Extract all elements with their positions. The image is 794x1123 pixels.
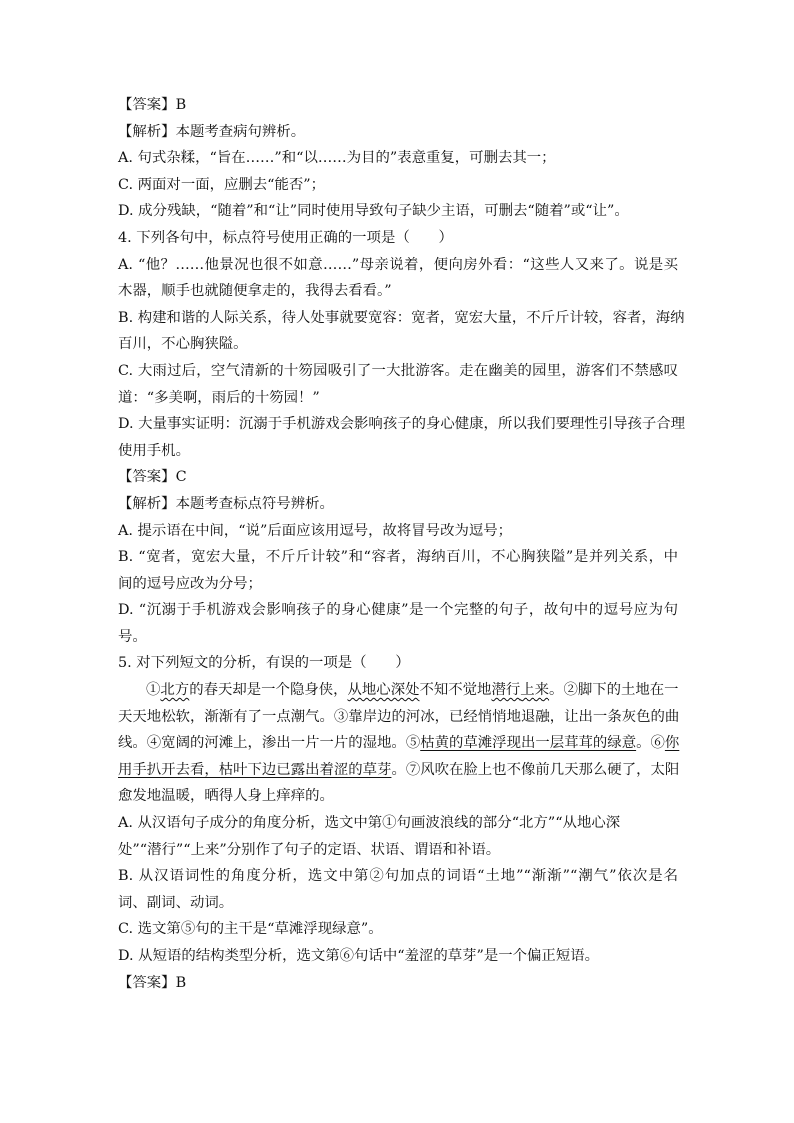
analysis-d-2: 号。 (118, 628, 147, 645)
q4-option-c-1: C. 大雨过后，空气清新的十笏园吸引了一大批游客。走在幽美的园里，游客们不禁感叹 (118, 362, 678, 379)
analysis-a: A. 提示语在中间，“说”后面应该用逗号，故将冒号改为逗号； (118, 522, 513, 539)
q4-option-a-2: 木器，顺手也就随便拿走的，我得去看看。” (118, 283, 392, 300)
analysis-a: A. 句式杂糅，“旨在……”和“以……为目的”表意重复，可删去其一； (118, 150, 556, 167)
answer-line: 【答案】C (118, 469, 187, 486)
analysis-c: C. 两面对一面，应删去“能否”； (118, 176, 326, 193)
q4-option-b-1: B. 构建和谐的人际关系，待人处事就要宽容：宽者，宽宏大量，不斤斤计较，容者，海纳 (118, 309, 685, 326)
passage-line-2: 天天地松软，渐渐有了一点潮气。③靠岸边的河冰，已经悄悄地退融，让出一条灰色的曲 (118, 708, 680, 725)
passage-line-4: 用手扒开去看，枯叶下边已露出着涩的草芽。⑦风吹在脸上也不像前几天那么硬了，太阳 (118, 761, 680, 778)
q5-option-c: C. 选文第⑤句的主干是“草滩浮现绿意”。 (118, 921, 383, 938)
analysis-d-1: D. “沉溺于手机游戏会影响孩子的身心健康”是一个完整的句子，故句中的逗号应为句 (118, 602, 678, 619)
q4-option-d-2: 使用手机。 (118, 442, 190, 459)
passage-line-1: ①北方的春天却是一个隐身侠，从地心深处不知不觉地潜行上来。②脚下的土地在一 (146, 682, 679, 699)
passage-line-5: 愈发地温暖，晒得人身上痒痒的。 (118, 788, 334, 805)
answer-line: 【答案】B (118, 97, 187, 113)
q5-option-a-1: A. 从汉语句子成分的角度分析，选文中第①句画波浪线的部分“北方”“从地心深 (118, 815, 621, 832)
q5-option-b-1: B. 从汉语词性的角度分析，选文中第②句加点的词语“土地”“渐渐”“潮气”依次是名 (118, 868, 678, 885)
document-body (118, 92, 686, 996)
q5-option-d: D. 从短语的结构类型分析，选文第⑥句话中“羞涩的草芽”是一个偏正短语。 (118, 948, 599, 964)
q5-option-b-2: 词、副词、动词。 (118, 894, 234, 911)
analysis-line: 【解析】本题考查病句辨析。 (118, 123, 306, 140)
question-5: 5. 对下列短文的分析，有误的一项是（ ） (118, 655, 410, 672)
analysis-b-1: B. “宽者，宽宏大量，不斤斤计较”和“容者，海纳百川，不心胸狭隘”是并列关系，中 (118, 549, 678, 566)
q4-option-a-1: A. “他？……他景况也很不如意……”母亲说着，便向房外看：“这些人又来了。说是买 (118, 256, 678, 273)
question-4: 4. 下列各句中，标点符号使用正确的一项是（ ） (118, 229, 453, 246)
q4-option-d-1: D. 大量事实证明：沉溺于手机游戏会影响孩子的身心健康，所以我们要理性引导孩子合理 (118, 416, 686, 433)
q5-option-a-2: 处”“潜行”“上来”分别作了句子的定语、状语、谓语和补语。 (118, 841, 501, 858)
q4-option-b-2: 百川，不心胸狭隘。 (118, 336, 248, 353)
passage-line-3: 线。④宽阔的河滩上，渗出一片一片的湿地。⑤枯黄的草滩浮现出一层茸茸的绿意。⑥你 (118, 735, 680, 752)
analysis-b-2: 间的逗号应改为分号； (118, 575, 262, 592)
analysis-d: D. 成分残缺，“随着”和“让”同时使用导致句子缺少主语，可删去“随着”或“让”。 (118, 203, 629, 220)
answer-line: 【答案】B (118, 974, 187, 991)
q4-option-c-2: 道：“多美啊，雨后的十笏园！” (118, 389, 320, 406)
analysis-line: 【解析】本题考查标点符号辨析。 (118, 495, 334, 512)
